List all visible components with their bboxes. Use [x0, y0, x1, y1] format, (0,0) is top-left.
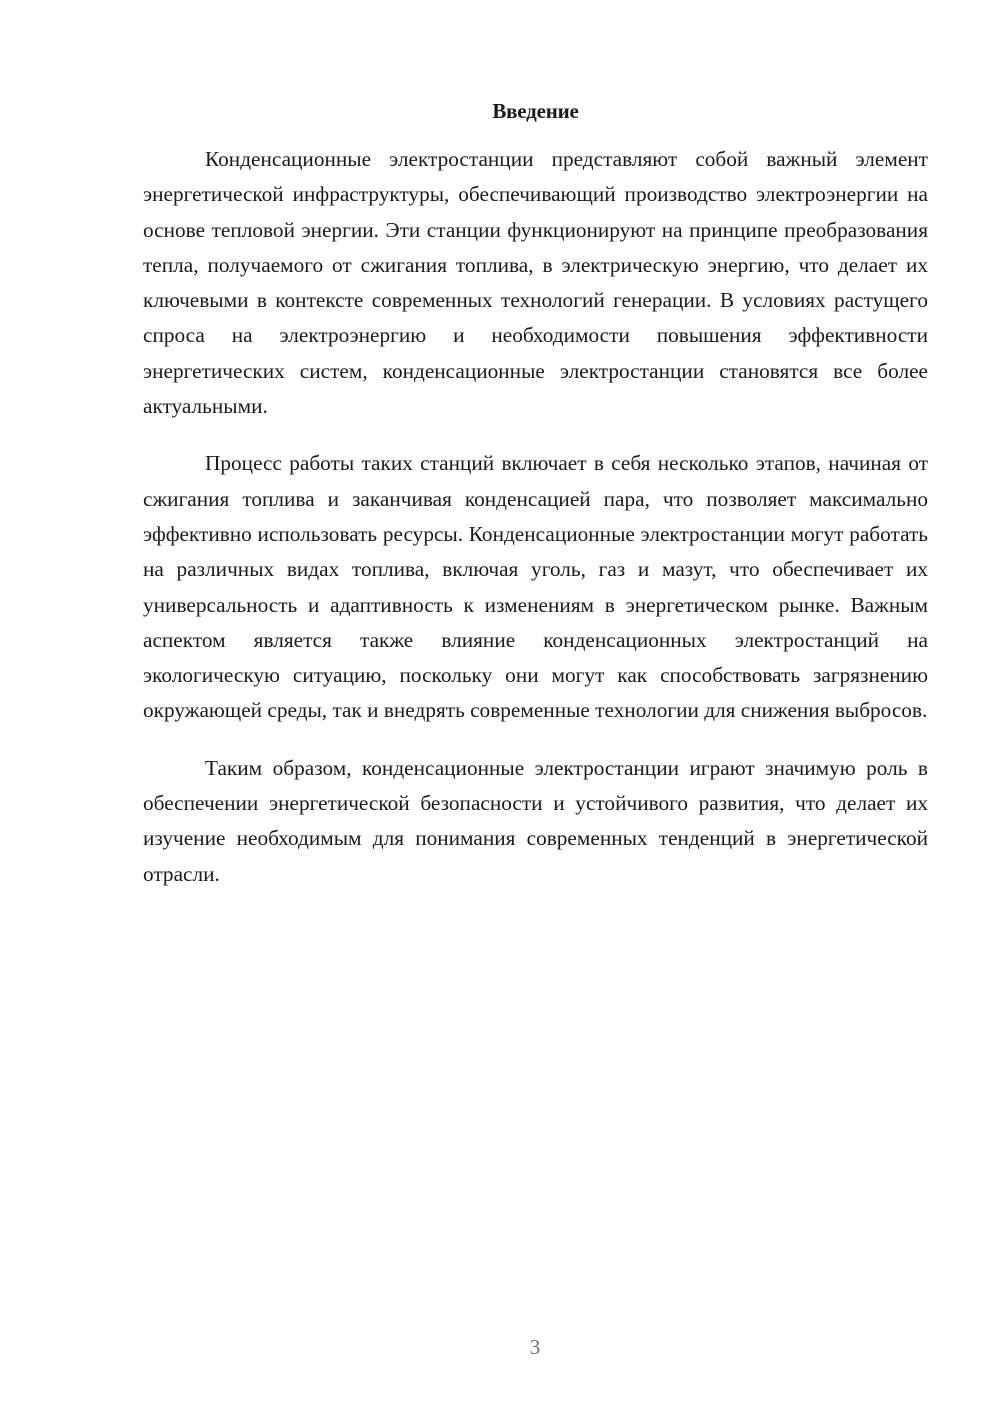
page-number: 3	[529, 1335, 541, 1359]
body-text	[143, 142, 928, 914]
section-heading: Введение	[492, 99, 579, 123]
paragraph-2: Процесс работы таких станций включает в себя несколько этапов, начиная от сжигания топлива и заканчивая конденсацией пара, что позволяет максимально эффективно использовать ресурсы. Конденсационные электростанции могут работать на различных видах топлива, включая уголь, газ и мазут, что обеспечивает их универсальность и адаптивность к изменениям в энергетическом рынке. Важным аспектом является также влияние конденсационных электростанций на экологическую ситуацию, поскольку они могут как способствовать загрязнению окружающей среды, так и внедрять современные технологии для снижения выбросов.	[143, 451, 928, 723]
paragraph-1: Конденсационные электростанции представляют собой важный элемент энергетической инфраструктуры, обеспечивающий производство электроэнергии на основе тепловой энергии. Эти станции функционируют на принципе преобразования тепла, получаемого от сжигания топлива, в электрическую энергию, что делает их ключевыми в контексте современных технологий генерации. В условиях растущего спроса на электроэнергию и необходимости повышения эффективности энергетических систем, конденсационные электростанции становятся все более актуальными.	[143, 147, 928, 419]
paragraph-3: Таким образом, конденсационные электростанции играют значимую роль в обеспечении энергетической безопасности и устойчивого развития, что делает их изучение необходимым для понимания современных тенденций в энергетической отрасли.	[143, 755, 928, 886]
